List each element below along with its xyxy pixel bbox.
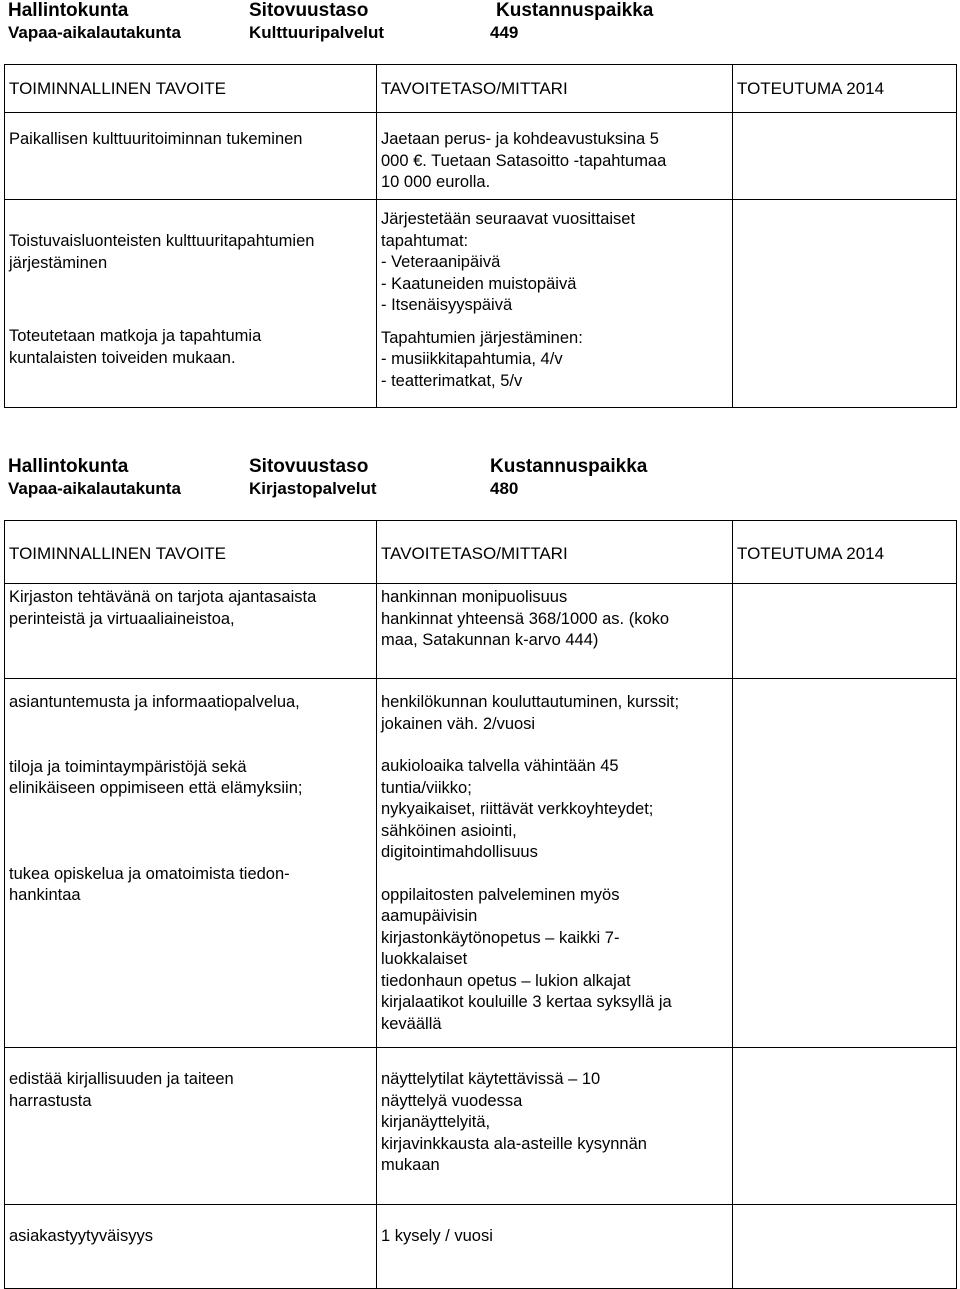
goal-cell: Toistuvaisluonteisten kulttuuritapahtumien järjestäminen <box>9 232 315 272</box>
table-row <box>5 1205 957 1289</box>
target-cell: henkilökunnan kouluttautuminen, kurssit; jokainen väh. 2/vuosi <box>381 693 680 733</box>
goal-cell: Kirjaston tehtävänä on tarjota ajantasaista perinteistä ja virtuaaliaineistoa, <box>9 588 317 628</box>
header-tavoitetaso-mittari: TAVOITETASO/MITTARI <box>377 65 733 113</box>
target-cell: 1 kysely / vuosi <box>381 1227 493 1245</box>
table-row <box>5 1048 957 1205</box>
goal-cell: tiloja ja toimintaympäristöjä sekä elinikäiseen oppimiseen että elämyksiin; <box>9 757 303 797</box>
toteutuma-cell <box>733 1205 957 1289</box>
section1-header <box>8 0 948 44</box>
header-toiminnallinen-tavoite: TOIMINNALLINEN TAVOITE <box>5 65 377 113</box>
toteutuma-cell <box>733 113 957 200</box>
hallintokunta-label: Hallintokunta <box>8 0 129 21</box>
goal-cell: tukea opiskelua ja omatoimista tiedon- hankintaa <box>9 864 290 904</box>
goal-cell: Paikallisen kulttuuritoiminnan tukeminen <box>9 130 303 148</box>
section1-table <box>4 64 957 408</box>
target-cell: Jaetaan perus- ja kohdeavustuksina 5 000 €. Tuetaan Satasoitto -tapahtumaa 10 000 eurolla. <box>381 130 667 191</box>
target-cell: oppilaitosten palveleminen myös aamupäivisin kirjastonkäytönopetus – kaikki 7- luokkalaiset tiedonhaun opetus – lukion alkajat kirjalaatikot kouluille 3 kertaa syksyllä ja keväällä <box>381 885 672 1033</box>
goal-cell: asiakastyytyväisyys <box>9 1227 153 1245</box>
target-cell: Tapahtumien järjestäminen: - musiikkitapahtumia, 4/v - teatterimatkat, 5/v <box>381 328 583 390</box>
target-cell: aukioloaika talvella vähintään 45 tuntia/viikko; nykyaikaiset, riittävät verkkoyhteydet; sähköinen asiointi, digitointimahdollisuus <box>381 757 654 861</box>
kustannuspaikka-value: 480 <box>490 479 519 498</box>
target-cell: näyttelytilat käytettävissä – 10 näyttelyä vuodessa kirjanäyttelyitä, kirjavinkkausta ala-asteille kysynnän mukaan <box>381 1070 647 1174</box>
goal-cell: Toteutetaan matkoja ja tapahtumia kuntalaisten toiveiden mukaan. <box>9 327 262 367</box>
toteutuma-cell <box>733 679 957 1048</box>
kustannuspaikka-value: 449 <box>490 23 519 42</box>
toteutuma-cell <box>733 1048 957 1205</box>
section2-table <box>4 520 957 1289</box>
target-cell: Järjestetään seuraavat vuosittaiset tapahtumat: - Veteraanipäivä - Kaatuneiden muistopäivä - Itsenäisyyspäivä <box>381 210 636 314</box>
header-tavoitetaso-mittari: TAVOITETASO/MITTARI <box>377 521 733 584</box>
table-row <box>5 200 957 408</box>
header-toteutuma: TOTEUTUMA 2014 <box>733 65 957 113</box>
target-cell: hankinnan monipuolisuus hankinnat yhteensä 368/1000 as. (koko maa, Satakunnan k-arvo 444) <box>381 588 670 649</box>
toteutuma-cell <box>733 584 957 679</box>
sitovuustaso-label: Sitovuustaso <box>249 0 369 21</box>
sitovuustaso-value: Kulttuuripalvelut <box>249 23 385 42</box>
kustannuspaikka-label: Kustannuspaikka <box>490 456 648 477</box>
toteutuma-cell <box>733 200 957 408</box>
hallintokunta-value: Vapaa-aikalautakunta <box>8 479 181 498</box>
goal-cell: asiantuntemusta ja informaatiopalvelua, <box>9 693 300 711</box>
sitovuustaso-value: Kirjastopalvelut <box>249 479 377 498</box>
kustannuspaikka-label: Kustannuspaikka <box>496 0 654 21</box>
sitovuustaso-label: Sitovuustaso <box>249 456 369 477</box>
table-header-row <box>5 65 957 113</box>
table-row <box>5 679 957 1048</box>
header-toteutuma: TOTEUTUMA 2014 <box>733 521 957 584</box>
table-header-row <box>5 521 957 584</box>
table-row <box>5 584 957 679</box>
hallintokunta-label: Hallintokunta <box>8 456 129 477</box>
hallintokunta-value: Vapaa-aikalautakunta <box>8 23 181 42</box>
header-toiminnallinen-tavoite: TOIMINNALLINEN TAVOITE <box>5 521 377 584</box>
section2-header <box>8 456 948 500</box>
table-row <box>5 113 957 200</box>
goal-cell: edistää kirjallisuuden ja taiteen harrastusta <box>9 1070 234 1110</box>
